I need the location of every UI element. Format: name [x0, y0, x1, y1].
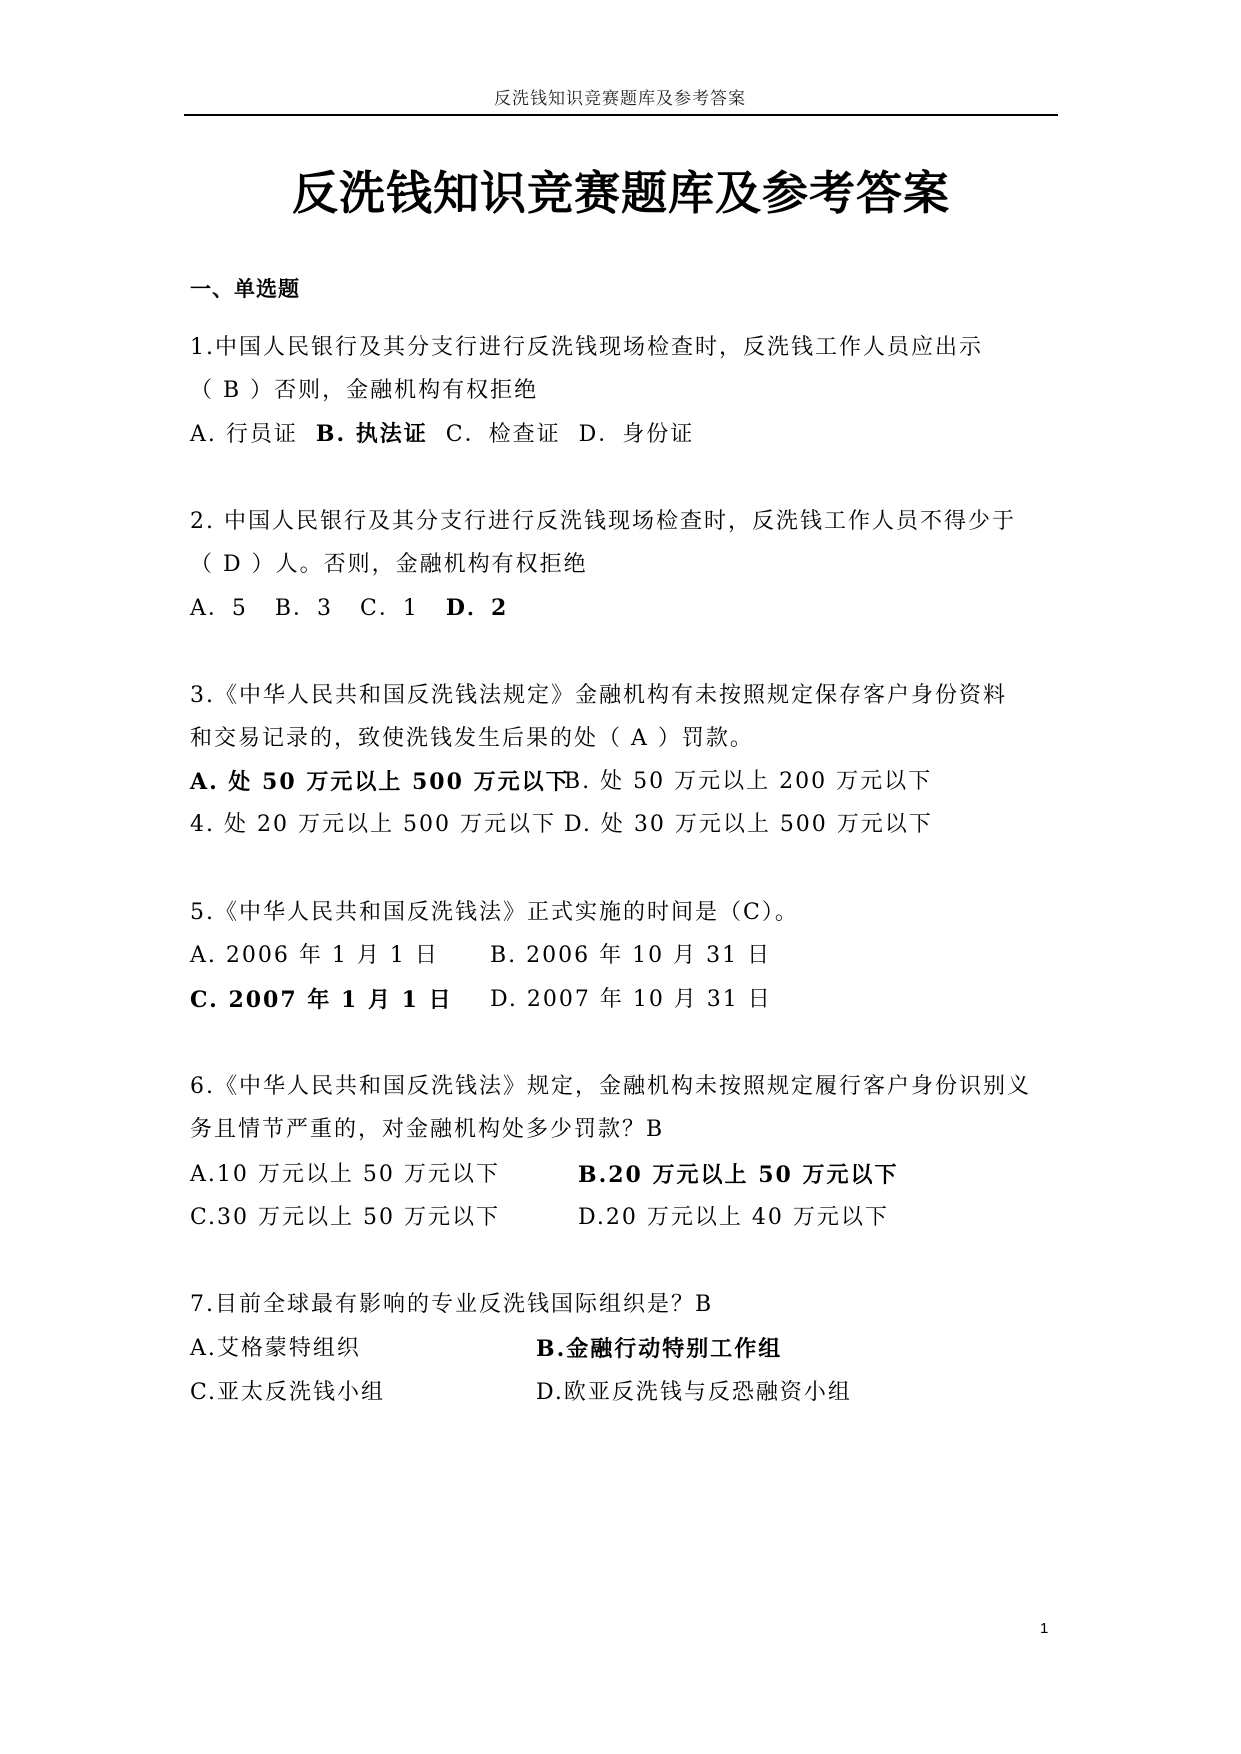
- question-1-options: [190, 419, 1060, 450]
- question-5-option-d: D. 2007 年 10 月 31 日: [490, 987, 772, 1012]
- question-1-text-line-2: （ B ）否则，金融机构有权拒绝: [190, 378, 539, 403]
- question-1-option-a: A. 行员证: [190, 422, 298, 447]
- question-2-option-a: A．5: [190, 596, 248, 621]
- question-5-option-b: B. 2006 年 10 月 31 日: [490, 943, 772, 968]
- question-7-option-a: A.艾格蒙特组织: [190, 1336, 361, 1361]
- question-2-option-c: C．1: [360, 596, 419, 621]
- question-1-option-d: D．身份证: [578, 422, 695, 447]
- question-7-option-d: D.欧亚反洗钱与反恐融资小组: [536, 1380, 852, 1405]
- question-6-option-a: A.10 万元以上 50 万元以下: [190, 1162, 500, 1187]
- document-title: 反洗钱知识竞赛题库及参考答案: [292, 166, 950, 220]
- question-2-text-line-1: 2. 中国人民银行及其分支行进行反洗钱现场检查时，反洗钱工作人员不得少于: [190, 509, 1016, 534]
- question-5-option-a: A. 2006 年 1 月 1 日: [190, 943, 439, 968]
- question-2-option-d-answer: D．2: [445, 595, 509, 621]
- question-2-options: [190, 593, 1060, 624]
- question-2-option-b: B．3: [274, 596, 334, 621]
- question-1-option-b-answer: B. 执法证: [315, 421, 428, 447]
- question-7-text-line-1: 7.目前全球最有影响的专业反洗钱国际组织是？B: [190, 1292, 714, 1317]
- question-6-option-b-answer: B.20 万元以上 50 万元以下: [578, 1162, 899, 1188]
- question-6-option-c: C.30 万元以上 50 万元以下: [190, 1205, 501, 1230]
- header-divider: [184, 114, 1058, 116]
- running-header: 反洗钱知识竞赛题库及参考答案: [494, 89, 746, 109]
- section-heading: 一、单选题: [190, 276, 300, 301]
- question-6-text-line-2: 务且情节严重的，对金融机构处多少罚款？B: [190, 1117, 665, 1142]
- question-7-option-b-answer: B.金融行动特别工作组: [536, 1336, 783, 1362]
- question-5-option-c-answer: C. 2007 年 1 月 1 日: [190, 987, 453, 1013]
- question-6-option-d: D.20 万元以上 40 万元以下: [578, 1205, 889, 1230]
- page-number: 1: [1040, 1620, 1049, 1637]
- question-1-text-line-1: 1.中国人民银行及其分支行进行反洗钱现场检查时，反洗钱工作人员应出示: [190, 335, 983, 360]
- question-3-option-b: B. 处 50 万元以上 200 万元以下: [564, 769, 933, 794]
- question-3-option-c: 4. 处 20 万元以上 500 万元以下: [190, 812, 556, 837]
- question-3-text-line-1: 3.《中华人民共和国反洗钱法规定》金融机构有未按照规定保存客户身份资料: [190, 683, 1007, 708]
- question-6-text-line-1: 6.《中华人民共和国反洗钱法》规定，金融机构未按照规定履行客户身份识别义: [190, 1074, 1031, 1099]
- question-5-text-line-1: 5.《中华人民共和国反洗钱法》正式实施的时间是（C）。: [190, 900, 799, 925]
- question-2-text-line-2: （ D ）人。否则，金融机构有权拒绝: [190, 552, 588, 577]
- question-3-text-line-2: 和交易记录的，致使洗钱发生后果的处（ A ）罚款。: [190, 726, 754, 751]
- question-1-option-c: C．检查证: [445, 422, 561, 447]
- question-7-option-c: C.亚太反洗钱小组: [190, 1380, 386, 1405]
- question-3-option-a-answer: A. 处 50 万元以上 500 万元以下: [190, 769, 570, 795]
- question-3-option-d: D. 处 30 万元以上 500 万元以下: [564, 812, 933, 837]
